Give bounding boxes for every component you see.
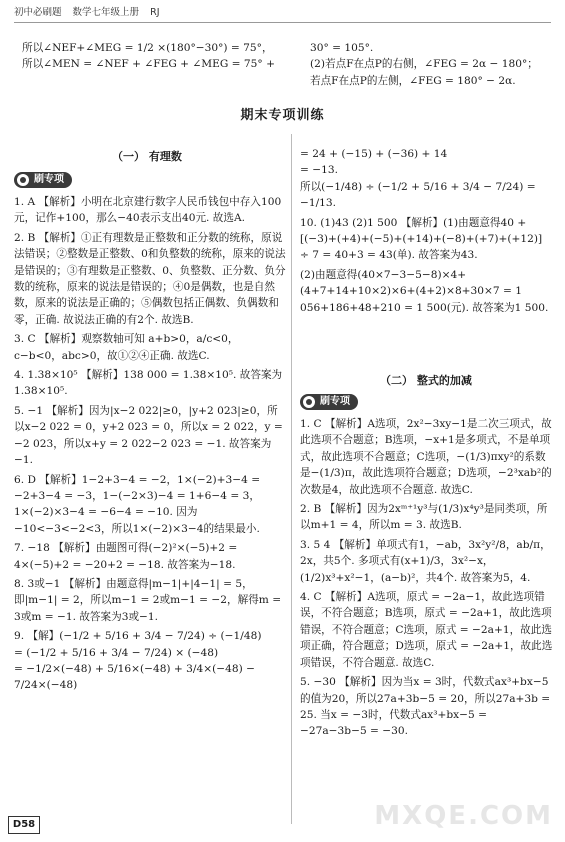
answer-item: 10. (1)43 (2)1 500 【解析】(1)由题意得40 + [(−3)+(+4)+(−5)+(+14)+(−8)+(+7)+(+12)] ÷ 7 = 40+3 = 43(单). 故答案为43. (300, 216, 543, 262)
answer-item: = −13. (300, 164, 338, 177)
text-line: 所以∠NEF+∠MEG = 1/2 ×(180°−30°) = 75°， (22, 42, 273, 54)
top-right-continuation (310, 40, 555, 89)
brush-icon (303, 396, 315, 408)
answer-item: 6. D 【解析】1−2+3−4 = −2，1×(−2)+3−4 = −2+3−4 = −3，1−(−2×3)−4 = 1+6−4 = 3，1×(−2)×3−4 = −6−4 = −10. 因为−10<−3<−2<3，所以1×(−2)×3−4的结果最小. (14, 473, 261, 535)
page-header (14, 6, 168, 21)
text-line: 30° = 105°. (310, 42, 374, 54)
answer-item: 3. C 【解析】观察数轴可知 a+b>0，a/c<0，c−b<0，abc>0，故①②④正确. 故选C. (14, 333, 239, 362)
answer-item: 7. −18 【解析】由题图可得(−2)²×(−5)+2 = 4×(−5)+2 = −20+2 = −18. 故答案为−18. (14, 542, 238, 571)
page-number: D58 (8, 816, 40, 834)
subject-name: 数学七年级上册 (72, 7, 140, 18)
answer-item: 所以(−1/48) ÷ (−1/2 + 5/16 + 3/4 − 7/24) = −1/13. (300, 180, 536, 210)
left-answers (14, 194, 286, 694)
right-answers-part2 (300, 416, 554, 740)
part2-title: （二） 整式的加减 (380, 374, 472, 387)
text-line: 若点F在点P的左侧，∠FEG = 180° − 2α. (310, 74, 516, 87)
answer-item: 1. C 【解析】A选项，2x²−3xy−1是二次三项式，故此选项不合题意；B选项，−x+1是多项式，不是单项式，故此选项不合题意；C选项，−(1/3)πxy²的系数是−(1/3)π，故此选项符合题意；D选项，−2³xab²的次数是4，故此选项不合题意. 故选C. (300, 418, 552, 496)
answer-item: (2)由题意得(40×7−3−5−8)×4+(4+7+14+10×2)×6+(4+2)×8+30×7 = 1 056+186+48+210 = 1 500(元). 故答案为1 500. (300, 268, 549, 314)
tag-label: 刷专项 (34, 174, 64, 185)
right-answers-part1 (300, 146, 554, 316)
brush-icon (17, 174, 29, 186)
answer-item: 5. −30 【解析】因为当x = 3时，代数式ax³+bx−5的值为20，所以27a+3b−5 = 20，所以27a+3b = 25. 当x = −3时，代数式ax³+bx−5 = −27a−3b−5 = −30. (300, 676, 551, 738)
edition-label: RJ (150, 7, 160, 18)
text-line: (2)若点F在点P的右侧，∠FEG = 2α − 180°； (310, 58, 538, 71)
answer-item: 1. A 【解析】小明在北京建行数字人民币钱包中存入100元，记作+100，那么−40表示支出40元. 故选A. (14, 196, 282, 225)
answer-item: = −1/2×(−48) + 5/16×(−48) + 3/4×(−48) − 7/24×(−48) (14, 662, 255, 692)
answer-item: = 24 + (−15) + (−36) + 14 (300, 148, 448, 160)
watermark: MXQE.COM (374, 800, 553, 831)
answer-item: 9. 【解】(−1/2 + 5/16 + 3/4 − 7/24) ÷ (−1/48) (14, 630, 262, 643)
answer-item: 5. −1 【解析】因为|x−2 022|≥0，|y+2 023|≥0，所以x−2 022 = 0，y+2 023 = 0，所以x = 2 022，y = −2 023，所以x+y = 2 022−2 023 = −1. 故答案为−1. (14, 404, 283, 467)
answer-item: 2. B 【解析】因为2xᵐ⁺¹y³与(1/3)x⁴y³是同类项，所以m+1 = 4，所以m = 3. 故选B. (300, 503, 548, 532)
practice-tag (300, 394, 358, 410)
answer-item: 4. C 【解析】A选项，原式 = −2a−1，故此选项错误，不符合题意；B选项，原式 = −2a+1，故此选项错误，不符合题意；C选项，原式 = −2a+1，故此选项正确，符合题意；D选项，原式 = −2a+1，故此选项错误，不符合题意. 故选C. (300, 591, 553, 669)
answer-item: = (−1/2 + 5/16 + 3/4 − 7/24) × (−48) (14, 646, 219, 659)
answer-item: 3. 5 4 【解析】单项式有1，−ab，3x²y²/8，ab/π，2x，共5个. 多项式有(x+1)/3，3x²−x，(1/2)x³+x²−1，(a−b)²，共4个. 故答案为5，4. (300, 538, 551, 584)
top-left-continuation (22, 40, 284, 73)
series-name: 初中必刷题 (14, 7, 62, 18)
tag-label: 刷专项 (320, 396, 350, 407)
answer-item: 4. 1.38×10⁵ 【解析】138 000 = 1.38×10⁵. 故答案为1.38×10⁵. (14, 369, 283, 398)
column-divider (291, 134, 292, 824)
answer-item: 2. B 【解析】①正有理数是正整数和正分数的统称，原说法错误；②整数是正整数、0和负整数的统称，原来的说法是错误的；③有理数是正整数、0、负整数、正分数、负分数的统称，原来的说法是错误的；④0是偶数，也是自然数，原来的说法是正确的；⑤偶数包括正偶数、负偶数和零，正确. 故说法正确的有2个. 故选B. (14, 231, 286, 326)
answer-item: 8. 3或−1 【解析】由题意得|m−1|+|4−1| = 5，即|m−1| = 2，所以m−1 = 2或m−1 = −2，解得m = 3或m = −1. 故答案为3或−1. (14, 577, 282, 623)
part1-title: （一） 有理数 (112, 150, 182, 163)
section-title: 期末专项训练 (240, 108, 325, 123)
practice-tag (14, 172, 72, 188)
text-line: 所以∠MEN = ∠NEF + ∠FEG + ∠MEG = 75° + (22, 58, 275, 71)
header-divider (14, 22, 551, 23)
